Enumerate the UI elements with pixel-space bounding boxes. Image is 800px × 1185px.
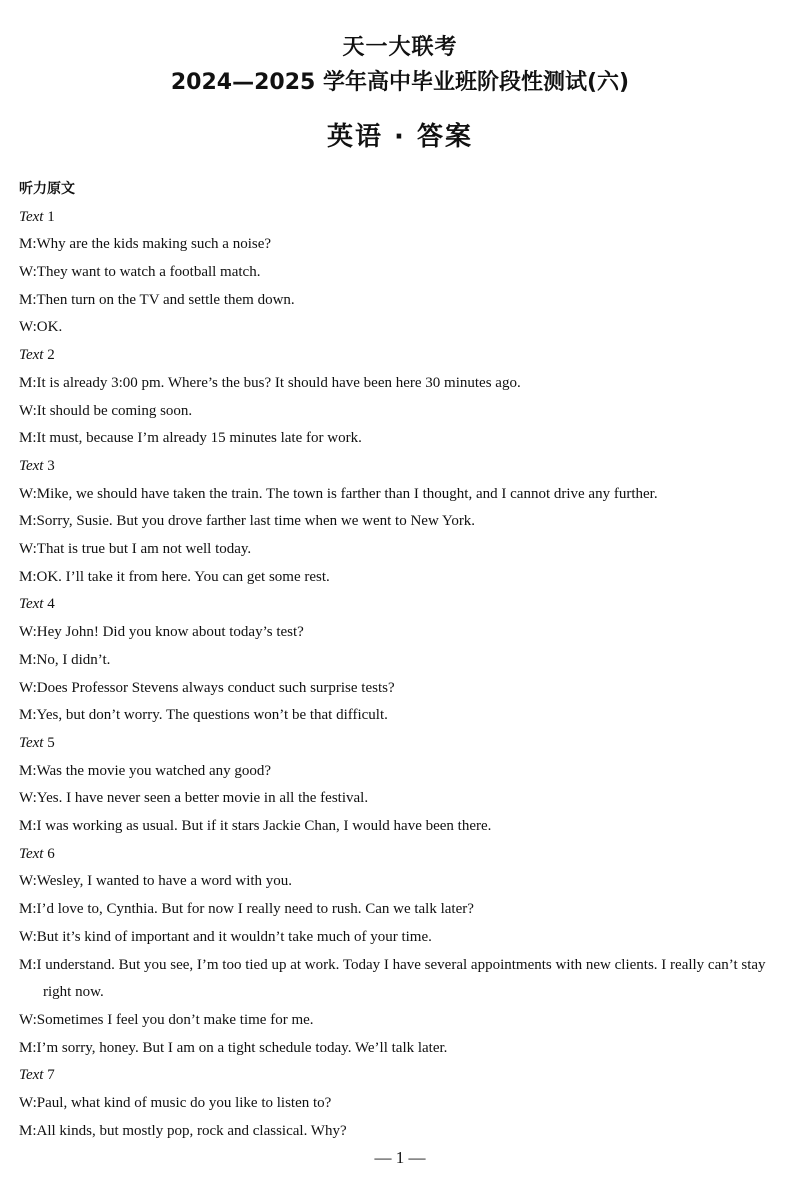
speaker-label: W: [19, 541, 37, 558]
dialogue-line [19, 619, 786, 647]
dialogue-line [19, 868, 786, 896]
speaker-label: M: [19, 236, 37, 253]
speaker-label: W: [19, 402, 37, 419]
text-label-word: Text [19, 347, 44, 364]
dialogue-text: That is true but I am not well today. [36, 541, 252, 558]
speaker-label: M: [19, 374, 37, 391]
speaker-label: W: [19, 679, 37, 696]
dialogue-text: It should be coming soon. [36, 402, 193, 419]
dialogue-text: OK. [36, 319, 63, 336]
dialogue-text: All kinds, but mostly pop, rock and classical. Why? [36, 1122, 347, 1139]
section-title: 听力原文 [19, 181, 75, 197]
dialogue-text: Then turn on the TV and settle them down. [36, 291, 295, 308]
text-label-number: 5 [47, 734, 55, 751]
text-label-word: Text [19, 208, 44, 225]
speaker-label: W: [19, 1011, 37, 1028]
text-label [19, 342, 786, 370]
transcript-body [19, 176, 786, 1145]
dialogue-text: Was the movie you watched any good? [36, 762, 272, 779]
speaker-label: W: [19, 790, 37, 807]
subject-title: 英语 · 答案 [327, 122, 473, 152]
text-label-number: 3 [47, 457, 55, 474]
dialogue-text: I was working as usual. But if it stars Jackie Chan, I would have been there. [36, 818, 492, 835]
dialogue-line [19, 813, 786, 841]
dialogue-line [19, 647, 786, 675]
text-label [19, 841, 786, 869]
dialogue-line [19, 952, 786, 1007]
dialogue-line [19, 536, 786, 564]
text-label-word: Text [19, 845, 44, 862]
speaker-label: W: [19, 1095, 37, 1112]
speaker-label: W: [19, 928, 37, 945]
speaker-label: W: [19, 624, 37, 641]
speaker-label: M: [19, 762, 37, 779]
dialogue-text: Does Professor Stevens always conduct such surprise tests? [36, 679, 395, 696]
text-label-word: Text [19, 596, 44, 613]
dialogue-text: Yes. I have never seen a better movie in all the festival. [36, 790, 369, 807]
dialogue-text: But it’s kind of important and it wouldn’t take much of your time. [36, 928, 432, 945]
dialogue-line [19, 758, 786, 786]
text-label [19, 1062, 786, 1090]
text-label [19, 591, 786, 619]
page-number: — 1 — [374, 1148, 426, 1167]
dialogue-text: Why are the kids making such a noise? [36, 236, 272, 253]
dialogue-text: OK. I’ll take it from here. You can get some rest. [36, 568, 330, 585]
dialogue-text: Mike, we should have taken the train. The town is farther than I thought, and I cannot drive any further. [36, 485, 658, 502]
text-label [19, 453, 786, 481]
dialogue-text: I understand. But you see, I’m too tied up at work. Today I have several appointments with new clients. I really can’t stay right now. [36, 956, 766, 1001]
text-label [19, 730, 786, 758]
dialogue-line [19, 675, 786, 703]
dialogue-text: They want to watch a football match. [36, 264, 261, 281]
speaker-label: W: [19, 485, 37, 502]
text-label-number: 2 [47, 347, 55, 364]
dialogue-line [19, 314, 786, 342]
dialogue-line [19, 425, 786, 453]
speaker-label: M: [19, 430, 37, 447]
speaker-label: M: [19, 651, 37, 668]
dialogue-line [19, 564, 786, 592]
speaker-label: M: [19, 1122, 37, 1139]
speaker-label: M: [19, 818, 37, 835]
speaker-label: M: [19, 291, 37, 308]
text-label-number: 1 [47, 208, 55, 225]
dialogue-text: It must, because I’m already 15 minutes late for work. [36, 430, 362, 447]
text-label-word: Text [19, 457, 44, 474]
text-label [19, 204, 786, 232]
exam-title: 2024—2025 学年高中毕业班阶段性测试(六) [170, 70, 630, 95]
speaker-label: M: [19, 568, 37, 585]
speaker-label: M: [19, 707, 37, 724]
text-label-number: 7 [47, 1067, 55, 1084]
dialogue-line [19, 370, 786, 398]
text-label-word: Text [19, 734, 44, 751]
speaker-label: W: [19, 264, 37, 281]
speaker-label: M: [19, 956, 37, 973]
dialogue-line [19, 1035, 786, 1063]
dialogue-text: I’d love to, Cynthia. But for now I really need to rush. Can we talk later? [36, 901, 474, 918]
dialogue-text: It is already 3:00 pm. Where’s the bus? It should have been here 30 minutes ago. [36, 374, 521, 391]
dialogue-text: No, I didn’t. [36, 651, 111, 668]
dialogue-line [19, 896, 786, 924]
speaker-label: M: [19, 1039, 37, 1056]
speaker-label: W: [19, 873, 37, 890]
dialogue-line [19, 1118, 786, 1146]
document-header [0, 0, 800, 154]
text-label-number: 6 [47, 845, 55, 862]
dialogue-text: Hey John! Did you know about today’s test? [36, 624, 304, 641]
speaker-label: M: [19, 513, 37, 530]
dialogue-text: Sometimes I feel you don’t make time for me. [36, 1011, 314, 1028]
dialogue-text: Yes, but don’t worry. The questions won’t be that difficult. [36, 707, 388, 724]
organization-title: 天一大联考 [342, 35, 458, 60]
dialogue-line [19, 398, 786, 426]
dialogue-line [19, 508, 786, 536]
dialogue-line [19, 259, 786, 287]
dialogue-line [19, 702, 786, 730]
dialogue-text: Wesley, I wanted to have a word with you. [36, 873, 293, 890]
text-label-number: 4 [47, 596, 55, 613]
dialogue-line [19, 924, 786, 952]
speaker-label: M: [19, 901, 37, 918]
dialogue-line [19, 481, 786, 509]
dialogue-text: Paul, what kind of music do you like to listen to? [36, 1095, 332, 1112]
dialogue-line [19, 785, 786, 813]
dialogue-line [19, 1007, 786, 1035]
dialogue-text: Sorry, Susie. But you drove farther last time when we went to New York. [36, 513, 476, 530]
speaker-label: W: [19, 319, 37, 336]
text-label-word: Text [19, 1067, 44, 1084]
dialogue-line [19, 287, 786, 315]
dialogue-text: I’m sorry, honey. But I am on a tight schedule today. We’ll talk later. [36, 1039, 448, 1056]
dialogue-line [19, 231, 786, 259]
dialogue-line [19, 1090, 786, 1118]
